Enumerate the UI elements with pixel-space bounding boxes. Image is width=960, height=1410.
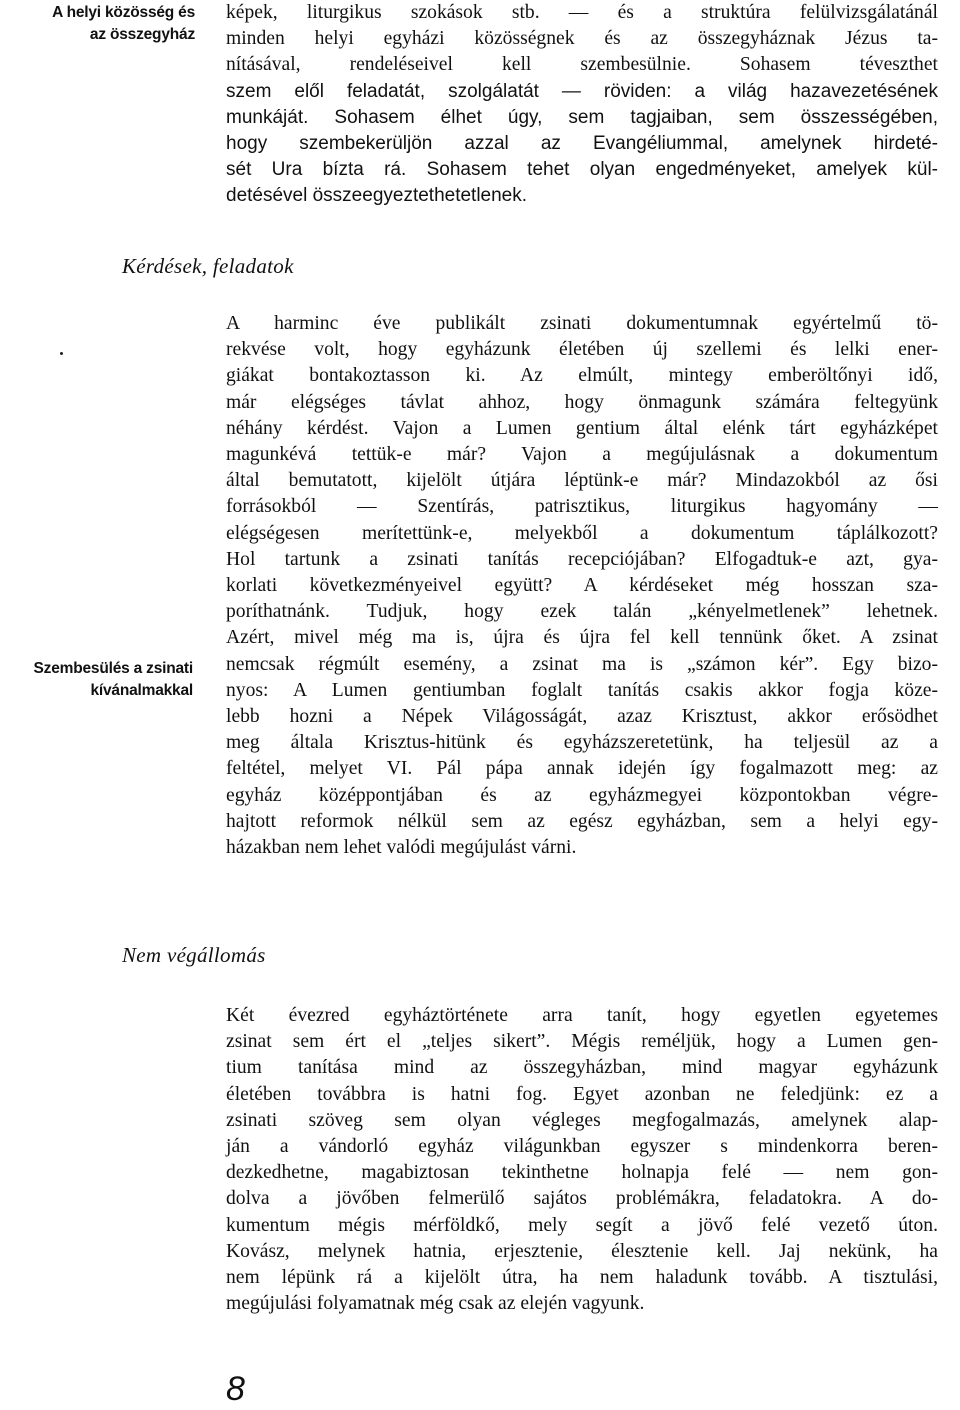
paragraph-line: képek, liturgikus szokások stb. — és a struktúra felülvizsgálatánál xyxy=(226,2,938,23)
paragraph-line: tium tanítása mind az összegyházban, mind magyar egyházunk xyxy=(226,1057,938,1079)
paragraph-line: giákat bontakoztasson ki. Az elmúlt, mintegy emberöltőnyi idő, xyxy=(226,365,938,387)
section-heading-not-final: Nem végállomás xyxy=(122,943,266,967)
paragraph-line: nemcsak régmúlt esemény, a zsinat ma is „számon kér”. Egy bizo- xyxy=(226,653,938,675)
page-number: 8 xyxy=(226,1370,245,1408)
paragraph-line: megújulási folyamatnak még csak az elején vagyunk. xyxy=(226,1293,645,1315)
paragraph-line: nyos: A Lumen gentiumban foglalt tanítás csakis akkor fogja köze- xyxy=(226,679,938,701)
paragraph-line: Kovász, melynek hatnia, erjesztenie, élesztenie kell. Jaj nekünk, ha xyxy=(226,1240,938,1262)
paragraph-line: A harminc éve publikált zsinati dokumentumnak egyértelmű tö- xyxy=(226,313,938,334)
paragraph-line: életében továbbra is hatni fog. Egyet azonban ne feledjünk: ez a xyxy=(226,1083,938,1105)
paragraph-line: magunkévá tettük-e már? Vajon a megújulásnak a dokumentum xyxy=(226,444,938,466)
paragraph-line: zsinat sem ért el „teljes sikert”. Mégis reméljük, hogy a Lumen gen- xyxy=(226,1031,938,1053)
paragraph-line: minden helyi egyházi közösségnek és az összegyháznak Jézus ta- xyxy=(226,28,938,50)
margin-note-local-community xyxy=(52,2,195,46)
paragraph-line: hogy szembekerüljön azzal az Evangéliummal, amelynek hirdeté- xyxy=(226,133,938,155)
paragraph-line: forrásokból — Szentírás, patrisztikus, liturgikus hagyomány — xyxy=(226,496,938,518)
margin-note-line: A helyi közösség és xyxy=(52,4,195,21)
paragraph-line: Hol tartunk a zsinati tanítás recepciójában? Elfogadtuk-e azt, gya- xyxy=(226,548,938,570)
final-paragraph xyxy=(226,1003,938,1317)
paragraph-line: rekvése volt, hogy egyházunk életében új szellemi és lelki ener- xyxy=(226,339,938,361)
paragraph-line: már elégséges távlat ahhoz, hogy önmagunk számára feltegyünk xyxy=(226,391,938,413)
paragraph-line: egyház középpontjában és az egyházmegyei központokban végre- xyxy=(226,784,938,806)
questions-paragraph xyxy=(226,311,938,861)
top-paragraph xyxy=(226,0,938,210)
paragraph-line: ján a vándorló egyház világunkban egyszer s mindenkorra beren- xyxy=(226,1136,938,1158)
paragraph-line: feltétel, melyet VI. Pál pápa annak idején így fogalmazott meg: az xyxy=(226,758,938,780)
paragraph-line: zsinati szöveg sem olyan végleges megfogalmazás, amelynek alap- xyxy=(226,1109,938,1131)
paragraph-line: detésével összeegyeztethetetlenek. xyxy=(226,185,528,207)
paragraph-line: kumentum mégis mérföldkő, mely segít a jövő felé vezető úton. xyxy=(226,1214,938,1236)
paragraph-line: dolva a jövőben felmerülő sajátos problémákra, feladatokra. A do- xyxy=(226,1188,938,1210)
paragraph-line: korlati következményeivel együtt? A kérdéseket még hosszan sza- xyxy=(226,575,938,597)
paragraph-line: munkáját. Sohasem élhet úgy, sem tagjaiban, sem összességében, xyxy=(226,106,938,128)
paragraph-line: lebb hozni a Népek Világosságát, azaz Krisztust, akkor erősödhet xyxy=(226,706,938,728)
paragraph-line: Két évezred egyháztörténete arra tanít, hogy egyetlen egyetemes xyxy=(226,1005,938,1026)
paragraph-line: nításával, rendeléseivel kell szembesülnie. Sohasem téveszthet xyxy=(226,54,938,76)
paragraph-line: sét Ura bízta rá. Sohasem tehet olyan engedményeket, amelyek kül- xyxy=(226,159,938,181)
paragraph-line: nem lépünk rá a kijelölt útra, ha nem haladunk tovább. A tisztulási, xyxy=(226,1267,938,1289)
margin-note-line: Szembesülés a zsinati xyxy=(33,660,193,677)
paragraph-line: által bemutatott, kijelölt útjára léptünk-e már? Mindazokból az ősi xyxy=(226,470,938,492)
scan-speck xyxy=(60,352,63,355)
paragraph-line: hajtott reformok nélkül sem az egész egyházban, sem a helyi egy- xyxy=(226,810,938,832)
margin-note-line: kívánalmakkal xyxy=(90,682,193,699)
paragraph-line: házakban nem lehet valódi megújulást várni. xyxy=(226,837,577,859)
paragraph-line: szem elől feladatát, szolgálatát — röviden: a világ hazavezetésének xyxy=(226,80,938,102)
margin-note-council-demands xyxy=(34,658,193,702)
paragraph-line: dezkedhetne, magabiztosan tekinthetne holnapja felé — nem gon- xyxy=(226,1162,938,1184)
paragraph-line: Azért, mivel még ma is, újra és újra fel kell tennünk őket. A zsinat xyxy=(226,627,938,649)
paragraph-line: néhány kérdést. Vajon a Lumen gentium által elénk tárt egyházképet xyxy=(226,417,938,439)
paragraph-line: elégségesen merítettünk-e, melyekből a dokumentum táplálkozott? xyxy=(226,522,938,544)
section-heading-questions: Kérdések, feladatok xyxy=(122,254,294,278)
paragraph-line: poríthatnánk. Tudjuk, hogy ezek talán „kényelmetlenek” lehetnek. xyxy=(226,601,938,623)
margin-note-line: az összegyház xyxy=(89,26,195,43)
paragraph-line: meg általa Krisztus-hitünk és egyházszeretetünk, ha teljesül az a xyxy=(226,732,938,754)
